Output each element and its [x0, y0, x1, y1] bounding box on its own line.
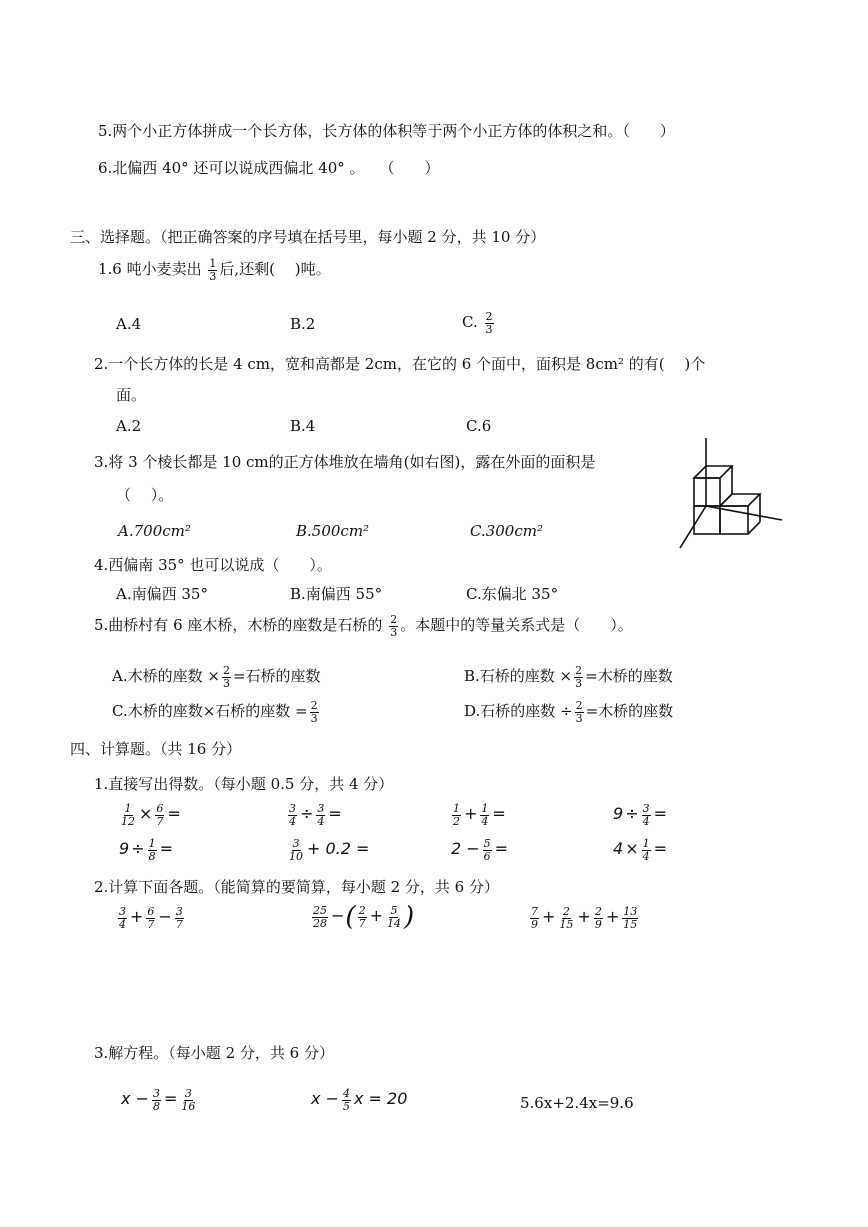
judge-q6: 6.北偏西 40° 还可以说成西偏北 40° 。 （ ） [98, 159, 440, 177]
choice-q2-line1: 2.一个长方体的长是 4 cm，宽和高都是 2cm，在它的 6 个面中，面积是 8cm² 的有( )个 [94, 355, 706, 373]
choice-q5-option-a: A.木桥的座数 × $\frac{2}{3}$ =石桥的座数 [112, 664, 321, 690]
choice-q1-option-b: B.2 [290, 315, 316, 333]
choice-heading: 三、选择题。（把正确答案的序号填在括号里，每小题 2 分，共 10 分） [70, 228, 546, 246]
choice-q5: 5.曲桥村有 6 座木桥，木桥的座数是石桥的 $\frac{2}{3}$ 。本题中的等量关系式是（ ）。 [94, 613, 633, 639]
choice-q2-option-a: A.2 [116, 417, 142, 435]
calc-1-item: $\frac{1}{2}$ + $\frac{1}{4}$ = [453, 802, 506, 828]
choice-q3-option-c: C.300cm² [470, 522, 543, 540]
calc-1-item: 4 × $\frac{1}{4}$ = [613, 837, 667, 863]
equation-1: x − $\frac{3}{8}$ = $\frac{3}{16}$ [121, 1087, 196, 1113]
calc-1-item: $\frac{3}{10}$ + 0.2 = [289, 837, 370, 863]
choice-q1-option-a: A.4 [116, 315, 142, 333]
calc-2-item: $\frac{3}{4}$ + $\frac{6}{7}$ − $\frac{3}{7}$ [119, 905, 183, 931]
choice-q5-option-c: C.木桥的座数×石桥的座数 = $\frac{2}{3}$ [112, 699, 318, 725]
choice-q2-line2: 面。 [116, 386, 147, 404]
fraction: $\frac{1}{3}$ [209, 257, 217, 283]
choice-q4: 4.西偏南 35° 也可以说成（ ）。 [94, 556, 332, 574]
choice-q1-option-c: C. $\frac{2}{3}$ [462, 310, 493, 336]
choice-q1: 1.6 吨小麦卖出 $\frac{1}{3}$ 后,还剩( )吨。 [98, 257, 331, 283]
choice-q2-option-b: B.4 [290, 417, 316, 435]
choice-q3-line1: 3.将 3 个棱长都是 10 cm的正方体堆放在墙角(如右图)，露在外面的面积是 [94, 453, 596, 471]
judge-q5: 5.两个小正方体拼成一个长方体，长方体的体积等于两个小正方体的体积之和。（ ） [98, 122, 675, 140]
calc-section-2-title: 2.计算下面各题。（能简算的要简算，每小题 2 分，共 6 分） [94, 878, 499, 896]
calc-1-item: 2 − $\frac{5}{6}$ = [451, 837, 509, 863]
stacked-cubes-figure [672, 434, 788, 552]
calc-heading: 四、计算题。（共 16 分） [70, 740, 242, 758]
choice-q2-option-c: C.6 [466, 417, 492, 435]
calc-2-item: $\frac{7}{9}$ + $\frac{2}{15}$ + $\frac{2}{9}$ + $\frac{13}{15}$ [531, 905, 638, 931]
choice-q3-option-b: B.500cm² [296, 522, 370, 540]
choice-q4-option-c: C.东偏北 35° [466, 585, 559, 603]
calc-section-1-title: 1.直接写出得数。（每小题 0.5 分，共 4 分） [94, 775, 394, 793]
choice-q5-option-b: B.石桥的座数 × $\frac{2}{3}$ =木桥的座数 [464, 664, 673, 690]
choice-q4-option-a: A.南偏西 35° [116, 585, 208, 603]
choice-q3-line2: （ ）。 [116, 486, 174, 504]
choice-q3-option-a: A.700cm² [118, 522, 191, 540]
calc-1-item: 9 ÷ $\frac{3}{4}$ = [613, 802, 667, 828]
calc-1-item: 9 ÷ $\frac{1}{8}$ = [119, 837, 173, 863]
calc-2-item: $\frac{25}{28}$ −( $\frac{2}{7}$ + $\frac{5}{14}$ ) [313, 902, 415, 932]
calc-section-3-title: 3.解方程。（每小题 2 分，共 6 分） [94, 1044, 334, 1062]
choice-q5-option-d: D.石桥的座数 ÷ $\frac{2}{3}$ =木桥的座数 [464, 699, 674, 725]
calc-1-item: $\frac{1}{12}$ × $\frac{6}{7}$ = [121, 802, 181, 828]
equation-2: x − $\frac{4}{5}$ x = 20 [311, 1087, 408, 1113]
calc-1-item: $\frac{3}{4}$ ÷ $\frac{3}{4}$ = [289, 802, 342, 828]
equation-3: 5.6x+2.4x=9.6 [520, 1094, 634, 1112]
choice-q4-option-b: B.南偏西 55° [290, 585, 383, 603]
